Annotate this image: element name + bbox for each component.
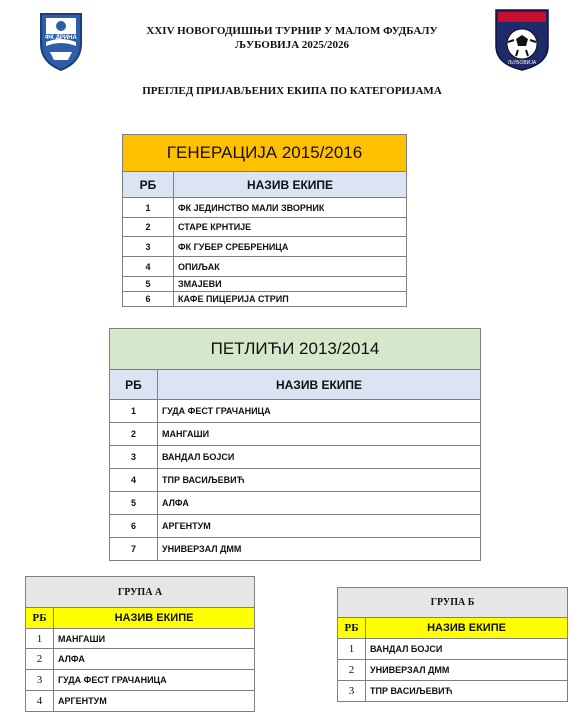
team-name: КАФЕ ПИЦЕРИЈА СТРИП bbox=[174, 292, 407, 307]
table-grupa-b bbox=[337, 587, 568, 702]
col-name-header: НАЗИВ ЕКИПЕ bbox=[158, 370, 481, 400]
row-rb: 3 bbox=[26, 670, 54, 691]
row-rb: 5 bbox=[123, 277, 174, 292]
table-grupa-b-title: ГРУПА Б bbox=[338, 588, 568, 618]
team-name: ОПИЉАК bbox=[174, 257, 407, 277]
row-rb: 1 bbox=[123, 198, 174, 218]
col-rb-header: РБ bbox=[338, 618, 366, 639]
table-generacija bbox=[122, 134, 407, 307]
right-logo-text: ЉУБОВИЈА bbox=[507, 60, 537, 66]
row-rb: 1 bbox=[338, 639, 366, 660]
team-name: ФК ГУБЕР СРЕБРЕНИЦА bbox=[174, 237, 407, 257]
row-rb: 7 bbox=[110, 538, 158, 561]
table-petlici-title: ПЕТЛИЋИ 2013/2014 bbox=[110, 329, 481, 370]
row-rb: 3 bbox=[338, 681, 366, 702]
row-rb: 4 bbox=[123, 257, 174, 277]
team-name: МАНГАШИ bbox=[158, 423, 481, 446]
row-rb: 2 bbox=[123, 218, 174, 237]
table-grupa-a bbox=[25, 576, 255, 712]
tournament-title: XXIV НОВОГОДИШЊИ ТУРНИР У МАЛОМ ФУДБАЛУ bbox=[146, 25, 438, 37]
row-rb: 4 bbox=[26, 691, 54, 712]
table-grupa-a-title: ГРУПА А bbox=[26, 577, 255, 608]
col-rb-header: РБ bbox=[123, 172, 174, 198]
row-rb: 2 bbox=[110, 423, 158, 446]
row-rb: 6 bbox=[123, 292, 174, 307]
team-name: УНИВЕРЗАЛ ДММ bbox=[366, 660, 568, 681]
row-rb: 1 bbox=[110, 400, 158, 423]
team-name: ТПР ВАСИЉЕВИЋ bbox=[366, 681, 568, 702]
team-name: МАНГАШИ bbox=[54, 629, 255, 649]
row-rb: 2 bbox=[26, 649, 54, 670]
left-logo-text: ФК ДРИНА bbox=[45, 35, 77, 41]
row-rb: 4 bbox=[110, 469, 158, 492]
row-rb: 5 bbox=[110, 492, 158, 515]
row-rb: 6 bbox=[110, 515, 158, 538]
row-rb: 2 bbox=[338, 660, 366, 681]
team-name: ГУДА ФЕСТ ГРАЧАНИЦА bbox=[158, 400, 481, 423]
col-rb-header: РБ bbox=[110, 370, 158, 400]
col-name-header: НАЗИВ ЕКИПЕ bbox=[54, 608, 255, 629]
page-subtitle: ПРЕГЛЕД ПРИЈАВЉЕНИХ ЕКИПА ПО КАТЕГОРИЈАМА bbox=[142, 85, 442, 97]
team-name: АРГЕНТУМ bbox=[158, 515, 481, 538]
team-name: СТАРЕ КРНТИЈЕ bbox=[174, 218, 407, 237]
col-name-header: НАЗИВ ЕКИПЕ bbox=[174, 172, 407, 198]
row-rb: 1 bbox=[26, 629, 54, 649]
team-name: АРГЕНТУМ bbox=[54, 691, 255, 712]
col-rb-header: РБ bbox=[26, 608, 54, 629]
row-rb: 3 bbox=[123, 237, 174, 257]
team-name: ТПР ВАСИЉЕВИЋ bbox=[158, 469, 481, 492]
table-petlici bbox=[109, 328, 481, 561]
team-name: ВАНДАЛ БОЈСИ bbox=[366, 639, 568, 660]
ljubovija-club-logo bbox=[494, 8, 550, 72]
table-generacija-title: ГЕНЕРАЦИЈА 2015/2016 bbox=[123, 135, 407, 172]
col-name-header: НАЗИВ ЕКИПЕ bbox=[366, 618, 568, 639]
row-rb: 3 bbox=[110, 446, 158, 469]
team-name: ЗМАЈЕВИ bbox=[174, 277, 407, 292]
team-name: АЛФА bbox=[54, 649, 255, 670]
team-name: ВАНДАЛ БОЈСИ bbox=[158, 446, 481, 469]
team-name: ФК ЈЕДИНСТВО МАЛИ ЗВОРНИК bbox=[174, 198, 407, 218]
drina-club-logo bbox=[38, 8, 84, 72]
tournament-location-season: ЉУБОВИЈА 2025/2026 bbox=[234, 39, 349, 51]
team-name: АЛФА bbox=[158, 492, 481, 515]
team-name: УНИВЕРЗАЛ ДММ bbox=[158, 538, 481, 561]
team-name: ГУДА ФЕСТ ГРАЧАНИЦА bbox=[54, 670, 255, 691]
